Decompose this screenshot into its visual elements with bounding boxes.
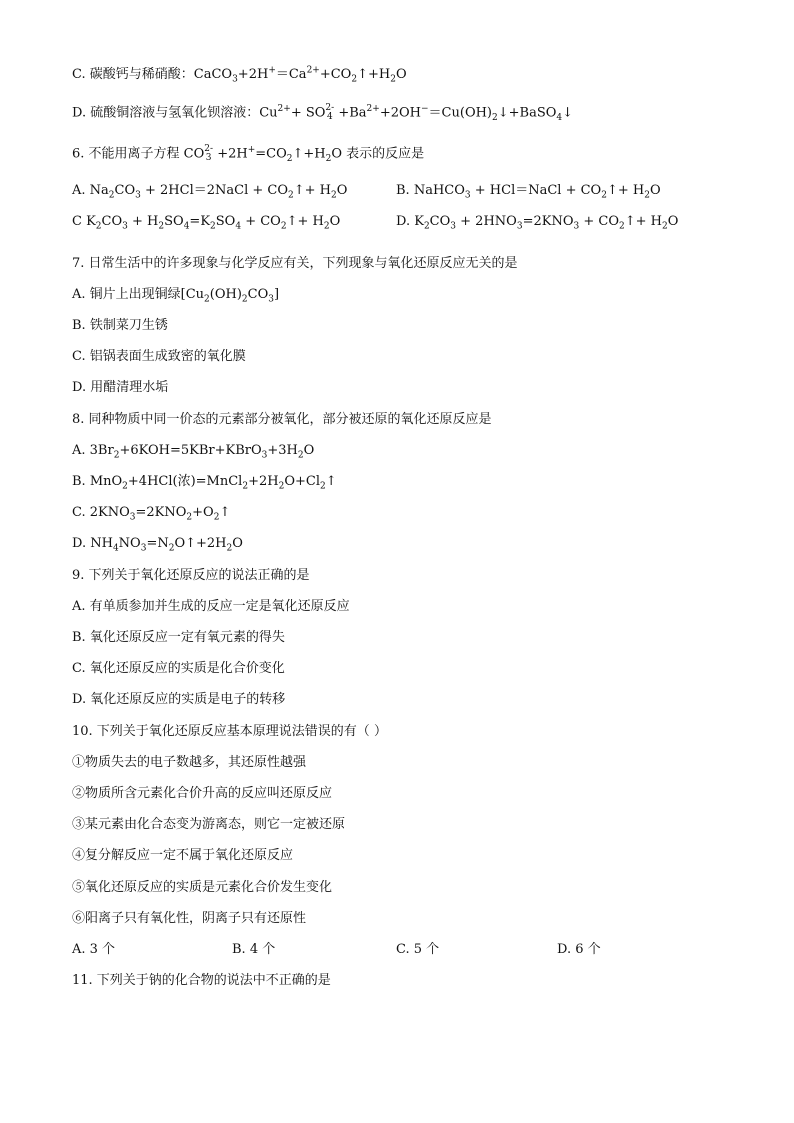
- q10-option-a: A. 3 个: [72, 942, 116, 957]
- sub: 2: [213, 512, 220, 523]
- q9-option-d: D. 氧化还原反应的实质是电子的转移: [72, 692, 286, 707]
- q7-option-a: [72, 286, 279, 304]
- q6-c-text: C K: [72, 214, 96, 229]
- q8-b-text: O+Cl: [284, 474, 320, 489]
- q8-c-text: ↑: [219, 505, 231, 520]
- sub: 4: [235, 221, 242, 232]
- q6-c-text: SO: [164, 214, 184, 229]
- q6-stem-text: +2H: [213, 146, 248, 162]
- q5-option-d: [72, 104, 573, 123]
- q6-c-text: + H: [127, 214, 159, 229]
- sub: 2: [288, 190, 294, 201]
- q9-option-b: B. 氧化还原反应一定有氧元素的得失: [72, 630, 285, 645]
- ion-subscript: 3: [205, 153, 212, 163]
- q6-c-text: ↑+ H: [286, 214, 324, 229]
- sub: 3: [464, 190, 471, 201]
- sub: 2: [210, 221, 216, 232]
- q7-a-text: CO: [247, 287, 269, 302]
- sub: 3: [135, 190, 141, 201]
- q5-d-text: D. 硫酸铜溶液与氢氧化钡溶液：Cu: [72, 105, 278, 121]
- q5-d-text: +2OH: [379, 105, 421, 121]
- ion-charge: 2-: [204, 144, 214, 154]
- q6-d-text: =2KNO: [522, 214, 574, 229]
- q5-c-text: C. 碳酸钙与稀硝酸：CaCO: [72, 67, 233, 82]
- q8-option-c: [72, 504, 230, 522]
- sub: 2: [492, 113, 498, 124]
- q8-b-text: B. MnO: [72, 474, 123, 489]
- sub: 2: [601, 190, 607, 201]
- q7-stem: 7. 日常生活中的许多现象与化学反应有关，下列现象与氧化还原反应无关的是: [72, 256, 518, 271]
- sub: 3: [516, 221, 523, 232]
- q10-option-b: B. 4 个: [232, 942, 276, 957]
- q6-b-text: O: [649, 183, 661, 198]
- q8-b-text: ↑: [325, 474, 337, 489]
- sub: 2: [278, 481, 285, 492]
- q6-a-text: ↑+ H: [293, 183, 331, 198]
- sub: 2: [644, 190, 650, 201]
- sub: 2: [325, 154, 332, 165]
- sub: 4: [183, 221, 190, 232]
- sub: 3: [450, 221, 457, 232]
- q5-option-c: [72, 66, 407, 84]
- sub: 2: [158, 221, 165, 232]
- ion-charge: 2-: [325, 103, 335, 113]
- sup: +: [247, 145, 256, 156]
- sub: 2: [423, 221, 430, 232]
- sub: 2: [226, 543, 233, 554]
- q7-option-b: B. 铁制菜刀生锈: [72, 318, 168, 333]
- ion-subscript: 4: [326, 112, 333, 122]
- q5-d-text: ↓: [562, 105, 574, 121]
- q6-d-text: D. K: [396, 214, 424, 229]
- sub: 2: [661, 221, 668, 232]
- sub: 2: [390, 74, 396, 85]
- q10-option-c: C. 5 个: [396, 942, 440, 957]
- sub: 3: [261, 450, 268, 461]
- q6-option-a: [72, 182, 347, 200]
- carbonate-charge-stack: [204, 145, 213, 163]
- sup: +: [268, 65, 276, 76]
- q6-a-text: O: [336, 183, 348, 198]
- q5-d-text: ＝Cu(OH): [428, 105, 493, 121]
- sub: 2: [286, 154, 293, 165]
- sub: 2: [297, 450, 304, 461]
- q10-statement-1: ①物质失去的电子数越多，其还原性越强: [72, 755, 307, 770]
- sup: 2+: [366, 104, 380, 115]
- q5-d-text: ↓+BaSO: [497, 105, 557, 121]
- q6-stem-text: O 表示的反应是: [331, 146, 425, 162]
- q8-option-d: [72, 535, 243, 553]
- q5-c-text: ↑+H: [357, 67, 391, 82]
- sup: 2+: [277, 104, 291, 115]
- q10-option-d: D. 6 个: [557, 942, 601, 957]
- q8-d-text: O: [232, 536, 243, 551]
- sub: 2: [186, 512, 193, 523]
- q5-d-text: +Ba: [334, 105, 367, 121]
- q8-d-text: D. NH: [72, 536, 113, 551]
- q7-a-text: ]: [274, 287, 280, 302]
- q8-d-text: O↑+2H: [174, 536, 227, 551]
- sub: 2: [108, 190, 115, 201]
- q10-statement-5: ⑤氧化还原反应的实质是元素化合价发生变化: [72, 880, 333, 895]
- q5-c-text: O: [395, 67, 407, 82]
- sub: 2: [319, 481, 326, 492]
- sub: 2: [95, 221, 102, 232]
- q6-c-text: CO: [101, 214, 123, 229]
- sub: 2: [351, 74, 358, 85]
- sub: 2: [618, 221, 625, 232]
- q6-c-text: + CO: [241, 214, 281, 229]
- q8-option-a: [72, 442, 314, 460]
- sub: 2: [113, 450, 120, 461]
- sub: 2: [331, 190, 337, 201]
- q9-option-a: A. 有单质参加并生成的反应一定是氧化还原反应: [72, 599, 350, 614]
- sup: 2+: [306, 65, 320, 76]
- q8-b-text: +2H: [248, 474, 279, 489]
- q8-a-text: +3H: [267, 443, 298, 458]
- q8-c-text: C. 2KNO: [72, 505, 130, 520]
- q6-d-text: + CO: [579, 214, 619, 229]
- q7-option-d: D. 用醋清理水垢: [72, 380, 169, 395]
- q10-statement-6: ⑥阳离子只有氧化性，阴离子只有还原性: [72, 911, 307, 926]
- q6-d-text: + 2HNO: [456, 214, 517, 229]
- q6-b-text: + HCl＝NaCl + CO: [470, 183, 602, 198]
- sub: 3: [573, 221, 580, 232]
- q5-c-text: +2H: [237, 67, 269, 82]
- q8-d-text: NO: [118, 536, 141, 551]
- q7-option-c: C. 铝锅表面生成致密的氧化膜: [72, 349, 246, 364]
- q6-stem: [72, 145, 424, 164]
- q10-statement-3: ③某元素由化合态变为游离态，则它一定被还原: [72, 817, 346, 832]
- q6-d-text: O: [667, 214, 679, 229]
- q6-c-text: =K: [189, 214, 211, 229]
- q6-stem-text: =CO: [255, 146, 287, 162]
- q6-d-text: CO: [429, 214, 451, 229]
- q6-option-b: [396, 182, 661, 200]
- sub: 2: [280, 221, 287, 232]
- sub: 2: [168, 543, 175, 554]
- q6-c-text: SO: [215, 214, 236, 229]
- sub: 2: [122, 481, 128, 492]
- q6-option-d: [396, 213, 678, 231]
- q5-c-text: +CO: [319, 67, 352, 82]
- sub: 3: [268, 294, 274, 305]
- q8-a-text: +6KOH=5KBr+KBrO: [119, 443, 262, 458]
- q5-c-text: ＝Ca: [275, 67, 307, 82]
- q8-a-text: O: [303, 443, 315, 458]
- q8-stem: 8. 同种物质中同一价态的元素部分被氧化，部分被还原的氧化还原反应是: [72, 412, 492, 427]
- sub: 2: [323, 221, 330, 232]
- q7-a-text: (OH): [209, 287, 242, 302]
- q6-c-text: O: [329, 214, 341, 229]
- q6-b-text: B. NaHCO: [396, 183, 465, 198]
- sub: 2: [242, 481, 249, 492]
- q9-option-c: C. 氧化还原反应的实质是化合价变化: [72, 661, 285, 676]
- q10-stem: 10. 下列关于氧化还原反应基本原理说法错误的有（ ）: [72, 724, 387, 739]
- q8-a-text: A. 3Br: [72, 443, 114, 458]
- sub: 3: [122, 221, 128, 232]
- q8-option-b: [72, 473, 337, 491]
- q6-d-text: ↑+ H: [624, 214, 662, 229]
- q6-stem-text: ↑+H: [292, 146, 326, 162]
- sup: −: [421, 104, 429, 115]
- q5-d-text: + SO: [290, 105, 326, 121]
- q6-a-text: A. Na: [72, 183, 109, 198]
- sub: 4: [556, 113, 563, 124]
- q10-statement-4: ④复分解反应一定不属于氧化还原反应: [72, 848, 294, 863]
- q6-option-c: [72, 213, 340, 231]
- q8-d-text: =N: [146, 536, 169, 551]
- q6-a-text: + 2HCl＝2NaCl + CO: [140, 183, 288, 198]
- q8-c-text: =2KNO: [135, 505, 187, 520]
- sub: 3: [232, 74, 238, 85]
- q6-a-text: CO: [114, 183, 136, 198]
- sub: 3: [140, 543, 147, 554]
- sub: 3: [129, 512, 136, 523]
- sub: 2: [241, 294, 248, 305]
- q8-c-text: +O: [192, 505, 214, 520]
- q6-b-text: ↑+ H: [606, 183, 645, 198]
- sub: 2: [204, 294, 210, 305]
- q10-statement-2: ②物质所含元素化合价升高的反应叫还原反应: [72, 786, 333, 801]
- q7-a-text: A. 铜片上出现铜绿[Cu: [72, 287, 205, 302]
- q9-stem: 9. 下列关于氧化还原反应的说法正确的是: [72, 568, 310, 583]
- q11-stem: 11. 下列关于钠的化合物的说法中不正确的是: [72, 973, 331, 988]
- q8-b-text: +4HCl(浓)=MnCl: [127, 474, 243, 489]
- sulfate-charge-stack: [325, 104, 334, 122]
- q6-stem-text: 6. 不能用离子方程 CO: [72, 146, 205, 162]
- sub: 4: [112, 543, 119, 554]
